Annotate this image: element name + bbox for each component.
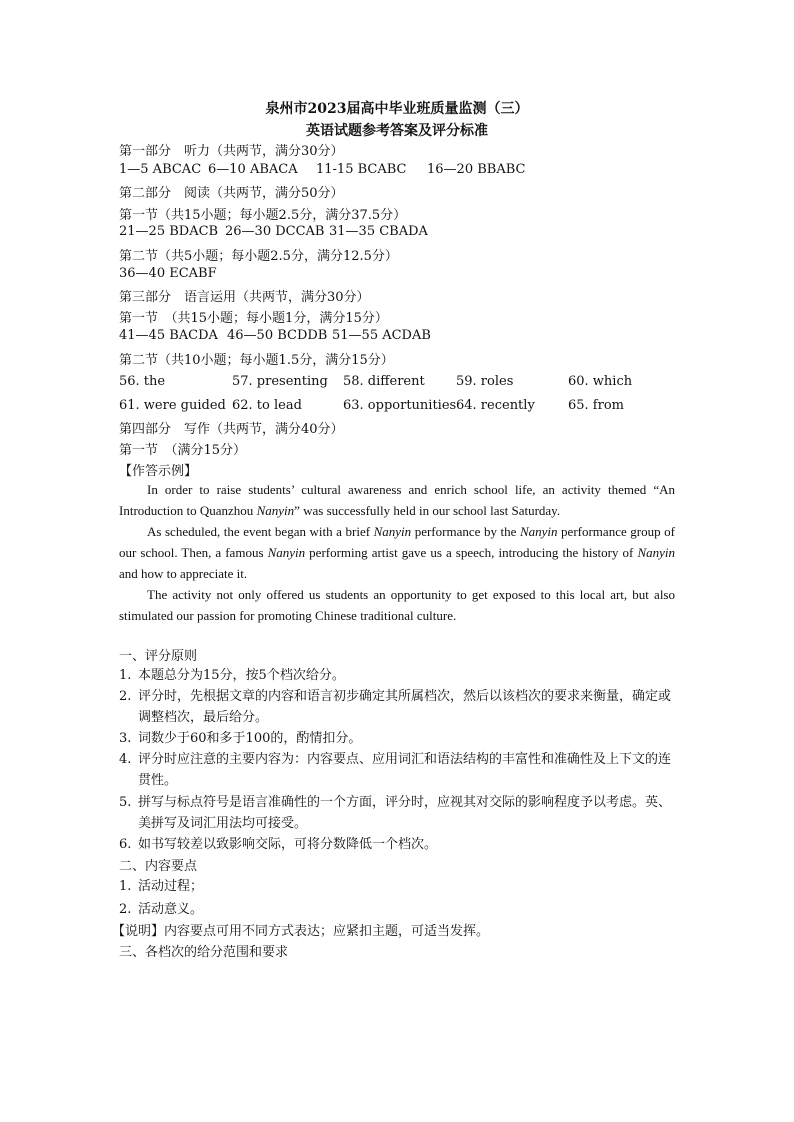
language-heading: 第三部分 语言运用（共两节，满分30分） (119, 290, 370, 305)
fill-answer: 60. which (568, 374, 633, 389)
item-number: 1. (119, 668, 132, 683)
text-segment: Nanyin (267, 545, 306, 560)
answer-group: 1—5 ABCAC (119, 162, 202, 177)
content-points-heading: 二、内容要点 (119, 859, 198, 874)
principles-heading: 一、评分原则 (119, 649, 198, 664)
principle-item (0, 686, 794, 730)
content-point-item (0, 899, 794, 921)
text-segment: Nanyin (373, 524, 412, 539)
text-segment: performance by the (411, 524, 520, 539)
answer-group: 51—55 ACDAB (332, 328, 431, 343)
content-points-note: 【说明】内容要点可用不同方式表达；应紧扣主题，可适当发挥。 (112, 924, 490, 939)
text-segment: and how to appreciate it. (119, 566, 248, 581)
document-subtitle: 英语试题参考答案及评分标准 (306, 123, 488, 139)
item-text: 如书写较差以致影响交际，可将分数降低一个档次。 (138, 837, 438, 852)
item-number: 2. (119, 902, 132, 917)
answer-group: 46—50 BCDDB (227, 328, 328, 343)
item-text: 活动过程； (138, 879, 204, 894)
answer-group: 41—45 BACDA (119, 328, 218, 343)
reading-heading: 第二部分 阅读（共两节，满分50分） (119, 186, 344, 201)
listening-heading: 第一部分 听力（共两节，满分30分） (119, 144, 344, 159)
text-segment: The activity not only offered us students an opportunity to get exposed to this local art, but also stimulated our passion for promoting Chinese traditional culture. (119, 587, 675, 623)
answer-group: 21—25 BDACB (119, 224, 219, 239)
answer-group: 6—10 ABACA (208, 162, 298, 177)
text-segment: As scheduled, the event began with a brief (147, 524, 374, 539)
text-segment: Nanyin (637, 545, 675, 560)
item-number: 3. (119, 731, 132, 746)
answer-group: 31—35 CBADA (329, 224, 428, 239)
text-segment: Nanyin (256, 503, 295, 518)
text-segment: ” was successfully held in our school last Saturday. (294, 503, 561, 518)
sample-label: 【作答示例】 (119, 464, 198, 479)
content-point-item (0, 876, 794, 898)
reading-answers2: 36—40 ECABF (119, 266, 217, 281)
principle-item (0, 834, 794, 856)
grade-ranges-heading: 三、各档次的给分范围和要求 (119, 945, 289, 960)
sample-paragraph-1 (119, 479, 675, 521)
principle-item (0, 792, 794, 836)
item-number: 1. (119, 879, 132, 894)
reading-section1: 第一节（共15小题；每小题2.5分，满分37.5分） (119, 208, 407, 223)
fill-answer: 63. opportunities (343, 398, 457, 413)
text-segment: In order to raise students’ cultural awareness and enrich school life, an activity themed “An Introduction to Quanzhou (119, 482, 675, 518)
document-title: 泉州市2023届高中毕业班质量监测（三） (265, 101, 529, 117)
item-text: 拼写与标点符号是语言准确性的一个方面，评分时，应视其对交际的影响程度予以考虑。英、美拼写及词汇用法均可接受。 (138, 795, 672, 831)
item-number: 5. (119, 795, 132, 810)
text-segment: Nanyin (519, 524, 558, 539)
answer-group: 16—20 BBABC (427, 162, 526, 177)
item-number: 4. (119, 752, 132, 767)
reading-section2: 第二节（共5小题；每小题2.5分，满分12.5分） (119, 249, 398, 264)
writing-heading: 第四部分 写作（共两节，满分40分） (119, 422, 344, 437)
item-text: 词数少于60和多于100的，酌情扣分。 (138, 731, 362, 746)
fill-answer: 64. recently (456, 398, 535, 413)
principle-item (0, 665, 794, 687)
fill-answer: 58. different (343, 374, 425, 389)
fill-answer: 57. presenting (232, 374, 328, 389)
item-number: 2. (119, 689, 132, 704)
answer-group: 26—30 DCCAB (225, 224, 325, 239)
answer-group: 11-15 BCABC (316, 162, 407, 177)
item-number: 6. (119, 837, 132, 852)
fill-answer: 61. were guided (119, 398, 226, 413)
fill-answer: 62. to lead (232, 398, 302, 413)
fill-answer: 56. the (119, 374, 166, 389)
sample-paragraph-2 (119, 521, 675, 584)
principle-item (0, 749, 794, 793)
sample-paragraph-3 (119, 584, 675, 626)
text-segment: performing artist gave us a speech, introducing the history of (305, 545, 638, 560)
language-section1: 第一节 （共15小题；每小题1分，满分15分） (119, 311, 388, 326)
principle-item (0, 728, 794, 750)
item-text: 本题总分为15分，按5个档次给分。 (138, 668, 345, 683)
item-text: 评分时，先根据文章的内容和语言初步确定其所属档次，然后以该档次的要求来衡量，确定或调整档次，最后给分。 (138, 689, 672, 725)
item-text: 活动意义。 (138, 902, 204, 917)
fill-answer: 59. roles (456, 374, 514, 389)
text-segment: performance group of our school. Then, a famous (119, 524, 675, 560)
item-text: 评分时应注意的主要内容为：内容要点、应用词汇和语法结构的丰富性和准确性及上下文的连贯性。 (138, 752, 672, 788)
fill-answer: 65. from (568, 398, 624, 413)
writing-section1: 第一节 （满分15分） (119, 443, 247, 458)
language-section2: 第二节（共10小题；每小题1.5分，满分15分） (119, 353, 394, 368)
